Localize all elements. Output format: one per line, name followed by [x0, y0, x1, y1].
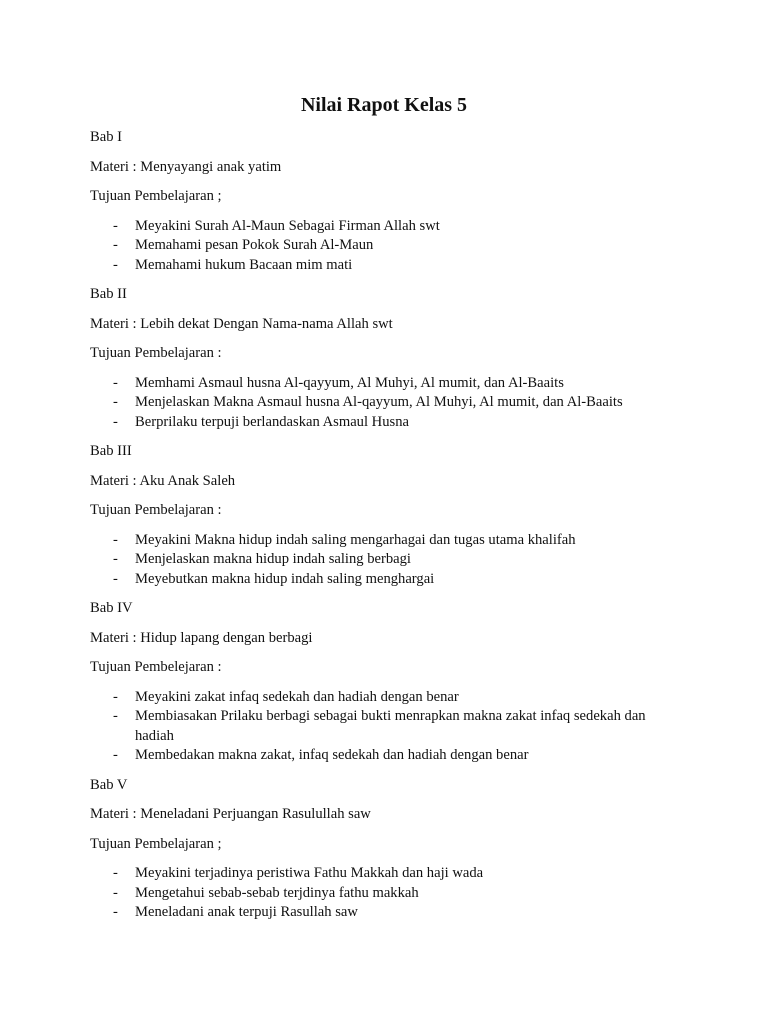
document-body	[90, 128, 680, 933]
objectives-list	[90, 374, 680, 433]
objective-text: Memahami hukum Bacaan mim mati	[135, 256, 353, 273]
dash-bullet: -	[113, 237, 118, 253]
objective-item	[90, 236, 680, 256]
dash-bullet: -	[113, 374, 118, 391]
chapter-materi: Materi : Meneladani Perjuangan Rasulullah saw	[90, 806, 371, 822]
objective-item	[90, 413, 680, 433]
dash-bullet: -	[113, 708, 118, 724]
chapter-materi: Materi : Hidup lapang dengan berbagi	[90, 629, 313, 646]
chapter-4	[90, 599, 680, 766]
dash-bullet: -	[113, 904, 118, 920]
chapter-heading: Bab III	[90, 443, 132, 459]
objective-item	[90, 746, 680, 766]
objective-text: Berprilaku terpuji berlandaskan Asmaul Husna	[135, 413, 409, 430]
objective-text: Membedakan makna zakat, infaq sedekah dan hadiah dengan benar	[135, 747, 529, 763]
chapter-tujuan-label: Tujuan Pembelajaran :	[90, 502, 222, 518]
objective-item	[90, 374, 680, 394]
dash-bullet: -	[113, 688, 118, 705]
chapter-heading: Bab II	[90, 286, 127, 302]
chapter-heading: Bab I	[90, 129, 123, 145]
dash-bullet: -	[113, 865, 118, 881]
objective-item	[90, 531, 680, 551]
objective-item	[90, 903, 680, 923]
chapter-materi: Materi : Aku Anak Saleh	[90, 472, 236, 489]
dash-bullet: -	[113, 256, 118, 273]
dash-bullet: -	[113, 570, 118, 587]
objective-text: Meneladani anak terpuji Rasullah saw	[135, 904, 358, 920]
chapter-2	[90, 285, 680, 432]
objective-text: Meyakini zakat infaq sedekah dan hadiah dengan benar	[135, 688, 459, 705]
dash-bullet: -	[113, 884, 118, 901]
objective-item	[90, 570, 680, 590]
chapter-materi: Materi : Menyayangi anak yatim	[90, 158, 282, 175]
objectives-list	[90, 531, 680, 590]
chapter-5	[90, 776, 680, 923]
page-title: Nilai Rapot Kelas 5	[300, 94, 468, 116]
chapter-tujuan-label: Tujuan Pembelejaran :	[90, 659, 222, 675]
objective-item	[90, 688, 680, 708]
chapter-heading: Bab IV	[90, 600, 133, 616]
chapter-tujuan-label: Tujuan Pembelajaran :	[90, 345, 222, 361]
objective-item	[90, 707, 680, 746]
objective-text: Memahami pesan Pokok Surah Al-Maun	[135, 237, 374, 253]
dash-bullet: -	[113, 531, 118, 548]
dash-bullet: -	[113, 551, 118, 567]
objective-item	[90, 864, 680, 884]
dash-bullet: -	[113, 747, 118, 763]
objective-text: Meyakini Makna hidup indah saling mengarhagai dan tugas utama khalifah	[135, 531, 576, 548]
objectives-list	[90, 688, 680, 766]
objective-text: Meyakini terjadinya peristiwa Fathu Makkah dan haji wada	[135, 865, 484, 881]
objectives-list	[90, 217, 680, 276]
chapter-3	[90, 442, 680, 589]
objective-item	[90, 550, 680, 570]
dash-bullet: -	[113, 413, 118, 430]
chapter-1	[90, 128, 680, 275]
objective-item	[90, 256, 680, 276]
objective-item	[90, 884, 680, 904]
chapter-tujuan-label: Tujuan Pembelajaran ;	[90, 835, 222, 852]
dash-bullet: -	[113, 394, 118, 410]
objective-text: Mengetahui sebab-sebab terjdinya fathu makkah	[135, 884, 419, 901]
chapter-materi: Materi : Lebih dekat Dengan Nama-nama Allah swt	[90, 315, 393, 332]
objective-text: Memhami Asmaul husna Al-qayyum, Al Muhyi, Al mumit, dan Al-Baaits	[135, 374, 564, 391]
chapter-heading: Bab V	[90, 776, 128, 793]
dash-bullet: -	[113, 217, 118, 234]
objective-text: Menjelaskan makna hidup indah saling berbagi	[135, 551, 411, 567]
objective-item	[90, 217, 680, 237]
objective-item	[90, 393, 680, 413]
objective-text: Menjelaskan Makna Asmaul husna Al-qayyum, Al Muhyi, Al mumit, dan Al-Baaits	[135, 394, 623, 410]
objectives-list	[90, 864, 680, 923]
objective-text: Membiasakan Prilaku berbagi sebagai bukti menrapkan makna zakat infaq sedekah dan hadiah	[135, 708, 646, 744]
objective-text: Meyakini Surah Al-Maun Sebagai Firman Allah swt	[135, 217, 440, 234]
chapter-tujuan-label: Tujuan Pembelajaran ;	[90, 188, 222, 204]
objective-text: Meyebutkan makna hidup indah saling menghargai	[135, 570, 435, 587]
